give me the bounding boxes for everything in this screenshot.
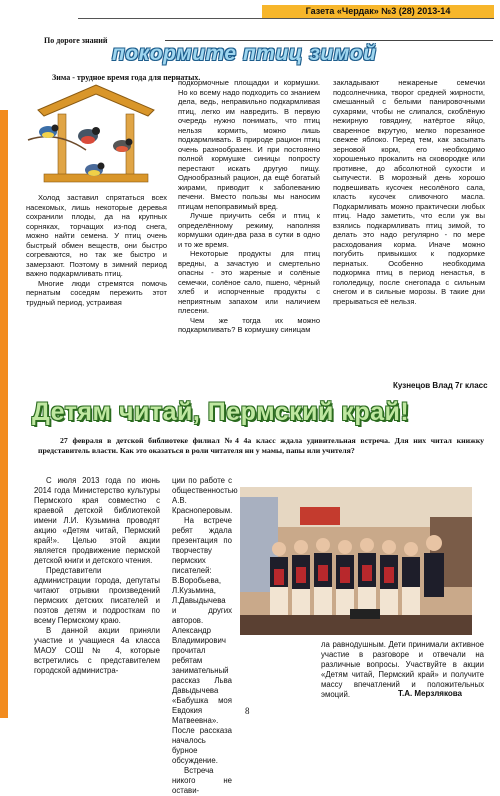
article2-column-2: ции по работе с общественностью А.В. Красноперовым. На встрече ребят ждала презентация по творчеству пермских писателей: В.Воробьева, Л.Кузьмина, Л.Давыдычева и других авторов. Александр Владимирович прочитал ребятам занимательный рассказ Льва Давыдычева «Бабушка моя Евдокия Матвеевна». После рассказа началось бурное обсуждение. Встреча никого не остави- xyxy=(172,476,238,795)
section-rubric: По дороге знаний xyxy=(44,36,108,45)
newspaper-header: Газета «Чердак» №3 (28) 2013-14 xyxy=(262,5,494,18)
article1-lead: Зима - трудное время года для пернатых. xyxy=(52,73,201,82)
article1-column-2: подкормочные площадки и кормушки. Но ко всему надо подходить со знанием дела, ведь, неправильно подкармливая птиц, легко им навредить. В первую очередь нужно понимать, что птиц нельзя кормить, можно лишь подкармливать. В природе рацион птиц очень разнообразен. И при постоянно полной кормушке синицы попросту перестают искать другую пищу. Однообразный рацион, да ещё богатый жирами, приводит к заболеванию печени. Вместо пользы мы наносим птицам непоправимый вред. Лучше приучить себя и птиц к определённому режиму, наполняя кормушки один-два раза в сутки в одно и то же время. Некоторые продукты для птиц вредны, а зачастую и смертельно опасны - это жареные и солёные семечки, солёное сало, пшено, чёрный хлеб и испорченные продукты с неприятным запахом или наличием плесени. Чем же тогда их можно подкармливать? В кормушку синицам xyxy=(178,78,320,334)
article1-column-1: Холод заставил спрятаться всех насекомых, лишь некоторые деревья сохранили плоды, да на крупных сорняках, торчащих из-под снега, можно найти семена. У птиц очень быстрый обмен веществ, они быстро согреваются, но так же быстро и замерзают. Поэтому в зимний период важно подкармливать птиц. Многие люди стремятся помочь пернатым соседям пережить этот трудный период, устраивая xyxy=(26,193,167,307)
article2-lead: 27 февраля в детской библиотеке филиал №4 4а класс ждала удивительная встреча. Для них читал книжку представитель власти. Как это оказаться в роли читателя ни у мамы, папы или учителя? xyxy=(38,436,484,455)
article2-author: Т.А. Мерзлякова xyxy=(398,689,462,698)
article2-column-3: ла равнодушным. Дети принимали активное участие в разговоре и отвечали на различные вопросы. Участвуйте в акции «Детям читай, Пермский край» и получите массу впечатлений и положительных эмоций. xyxy=(321,640,484,699)
article2-column-1: С июля 2013 года по июнь 2014 года Министерство культуры Пермского края совместно с краевой детской библиотекой имени Л.И. Кузьмина проводят акцию «Детям читай, Пермский край!». Целью этой акции является продвижение пермской детской книги и детского чтения. Представители администрации города, депутаты читают отрывки произведений пермских детских писателей и поэтов детям и подросткам по всему Пермскому краю. В данной акции приняли участие и учащиеся 4а класса МАОУ СОШ № 4, которые встретились с представителем городской администра- xyxy=(34,476,160,675)
article1-author: Кузнецов Влад 7г класс xyxy=(393,381,488,390)
page-number: 8 xyxy=(245,706,250,716)
article1-title: покормите птиц зимой xyxy=(112,42,377,65)
article1-column-3: закладывают нежареные семечки подсолнечника, творог средней жирности, смешанный с белыми панировочными сухарями, чтобы не слипался, скоблёную нежирную говядину, натёртое яйцо, сваренное вкрутую, мелко порезанное свежее яблоко. Перед тем, как засыпать зерновой корм, его необходимо хорошенько прокалить на сковородке или противне, до абсолютной сухости и сыпучести. В морозный день хорошо подвешивать кусочек несолёного сала, класть кусочек сливочного масла. Подкармливать можно практически любых птиц. Надо заметить, что если уж вы взялись подкармливать птиц зимой, то делать это надо регулярно - по мере расходования корма. Иначе можно погубить привыкших к подкормке пернатых. Особенно необходима подкормка птиц в период ненастья, в гололедицу, после снегопада с сильным снегом и в сильные морозы. В такие дни прерываться её нельзя. xyxy=(333,78,485,306)
rubric-divider xyxy=(165,40,493,41)
library-class-photo xyxy=(240,487,472,635)
article2-title: Детям читай, Пермский край! xyxy=(32,398,410,426)
bird-feeder-illustration xyxy=(26,80,166,190)
header-divider xyxy=(78,18,494,19)
page-side-accent-bar xyxy=(0,110,8,718)
